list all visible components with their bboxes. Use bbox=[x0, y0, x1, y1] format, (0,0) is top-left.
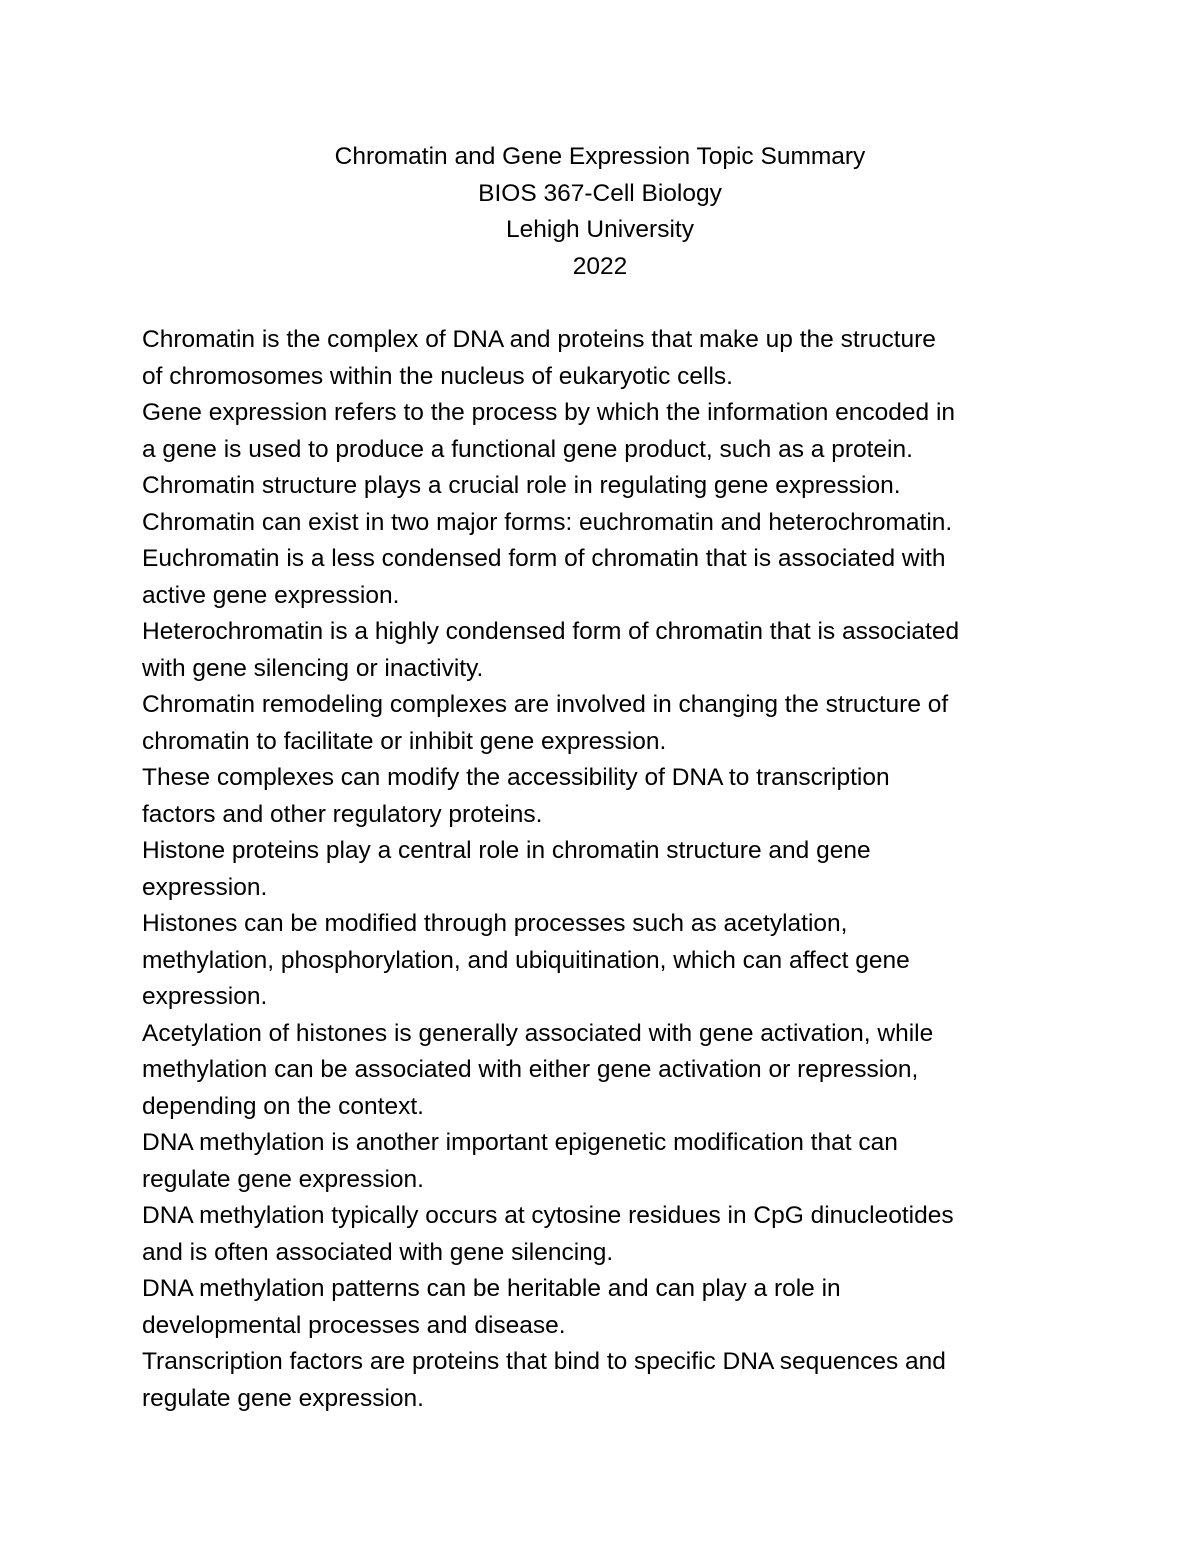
institution-name: Lehigh University bbox=[506, 216, 694, 243]
body-line: Acetylation of histones is generally associated with gene activation, while bbox=[142, 1019, 934, 1047]
body-line: These complexes can modify the accessibility of DNA to transcription bbox=[142, 764, 890, 791]
body-line: regulate gene expression. bbox=[142, 1384, 424, 1412]
body-line: Chromatin structure plays a crucial role in regulating gene expression. bbox=[142, 472, 901, 499]
body-line: regulate gene expression. bbox=[142, 1165, 424, 1193]
body-line: depending on the context. bbox=[142, 1092, 424, 1120]
body-line: Histone proteins play a central role in chromatin structure and gene bbox=[142, 837, 871, 864]
body-line: active gene expression. bbox=[142, 581, 400, 609]
body-line: expression. bbox=[142, 873, 268, 901]
body-line: of chromosomes within the nucleus of eukaryotic cells. bbox=[142, 362, 733, 390]
body-line: with gene silencing or inactivity. bbox=[142, 654, 484, 682]
body-line: and is often associated with gene silencing. bbox=[142, 1238, 614, 1266]
body-line: Chromatin is the complex of DNA and proteins that make up the structure bbox=[142, 326, 936, 353]
body-line: factors and other regulatory proteins. bbox=[142, 800, 543, 828]
body-line: Gene expression refers to the process by which the information encoded in bbox=[142, 399, 956, 426]
document-header bbox=[0, 139, 1200, 285]
document-title: Chromatin and Gene Expression Topic Summary bbox=[334, 143, 866, 170]
body-line: Chromatin can exist in two major forms: euchromatin and heterochromatin. bbox=[142, 508, 953, 536]
course-name: BIOS 367-Cell Biology bbox=[478, 179, 722, 207]
document-body bbox=[142, 322, 1082, 1417]
body-line: Chromatin remodeling complexes are involved in changing the structure of bbox=[142, 691, 949, 718]
body-line: Transcription factors are proteins that bind to specific DNA sequences and bbox=[142, 1348, 946, 1375]
body-line: DNA methylation typically occurs at cytosine residues in CpG dinucleotides bbox=[142, 1202, 954, 1229]
body-line: expression. bbox=[142, 983, 268, 1010]
body-line: methylation can be associated with either gene activation or repression, bbox=[142, 1056, 919, 1083]
body-line: chromatin to facilitate or inhibit gene expression. bbox=[142, 727, 667, 755]
body-line: Histones can be modified through processes such as acetylation, bbox=[142, 910, 848, 937]
body-line: DNA methylation patterns can be heritable and can play a role in bbox=[142, 1275, 841, 1302]
body-line: methylation, phosphorylation, and ubiquitination, which can affect gene bbox=[142, 946, 910, 974]
body-line: Euchromatin is a less condensed form of chromatin that is associated with bbox=[142, 545, 946, 572]
document-year: 2022 bbox=[572, 252, 628, 280]
body-line: DNA methylation is another important epigenetic modification that can bbox=[142, 1129, 898, 1156]
body-line: developmental processes and disease. bbox=[142, 1311, 566, 1339]
body-line: Heterochromatin is a highly condensed form of chromatin that is associated bbox=[142, 618, 960, 645]
body-line: a gene is used to produce a functional gene product, such as a protein. bbox=[142, 435, 913, 463]
